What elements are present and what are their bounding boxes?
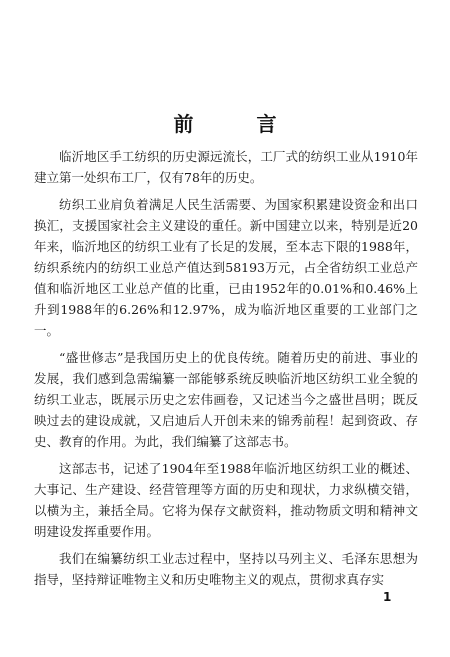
- paragraph-4: 这部志书，记述了1904年至1988年临沂地区纺织工业的概述、大事记、生产建设、经营管理等方面的历史和现状，力求纵横交错，以横为主，兼括全局。它将为保存文献资料，推动物质文明和精神文明建设发挥重要作用。: [34, 461, 418, 539]
- paragraph-1: 临沂地区手工纺织的历史源远流长，工厂式的纺织工业从1910年建立第一处织布工厂，仅有78年的历史。: [34, 149, 418, 185]
- paragraph-5: 我们在编纂纺织工业志过程中，坚持以马列主义、毛泽东思想为指导，坚持辩证唯物主义和历史唯物主义的观点，贯彻求真存实: [34, 551, 418, 587]
- page-title: 前 言: [173, 112, 305, 136]
- paragraph-2: 纺织工业肩负着满足人民生活需要、为国家积累建设资金和出口换汇，支援国家社会主义建设的重任。新中国建立以来，特别是近20年来，临沂地区的纺织工业有了长足的发展，至本志下限的1988年，纺织系统内的纺织工业总产值达到58193万元，占全省纺织工业总产值和临沂地区工业总产值的比重，已由1952年的0.01%和0.46%上升到1988年的6.26%和12.97%，成为临沂地区重要的工业部门之一。: [34, 197, 418, 338]
- paragraph-3: “盛世修志”是我国历史上的优良传统。随着历史的前进、事业的发展，我们感到急需编纂一部能够系统反映临沂地区纺织工业全貌的纺织工业志，既展示历史之宏伟画卷，又记述当今之盛世昌明；既反映过去的建设成就，又启迪后人开创未来的锦秀前程！起到资政、存史、教育的作用。为此，我们编纂了这部志书。: [34, 350, 418, 449]
- body-text: [34, 146, 418, 596]
- page-number: 1: [383, 590, 392, 604]
